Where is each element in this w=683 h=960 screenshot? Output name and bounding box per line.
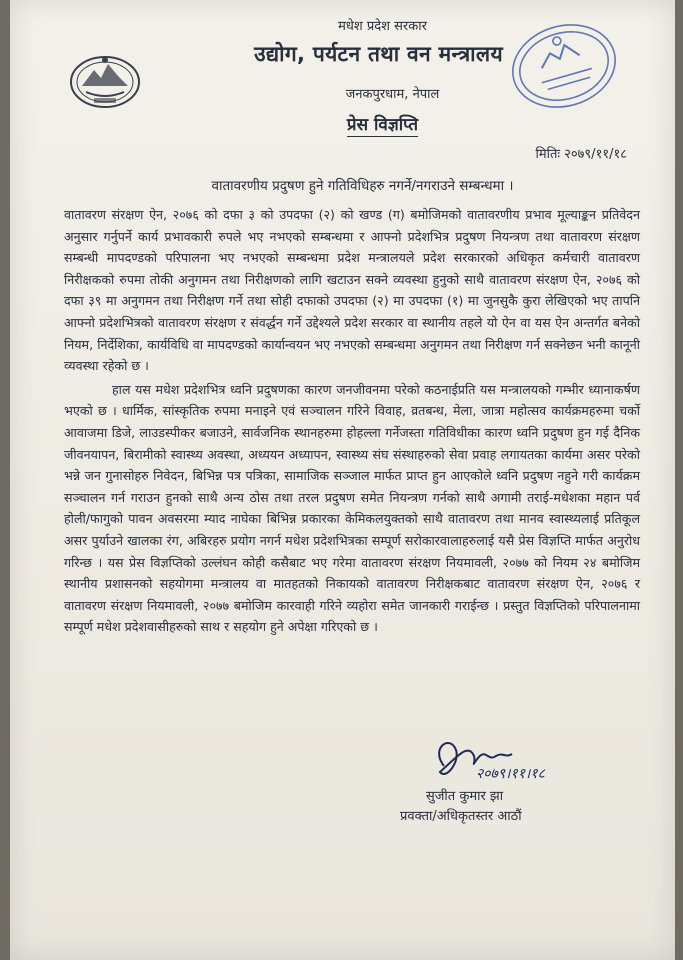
signer-title: प्रवक्ता/अधिकृतस्तर आठौं bbox=[400, 809, 522, 824]
signer-name: सुजीत कुमार झा bbox=[426, 789, 504, 804]
subject-line bbox=[10, 176, 675, 194]
ministry-location: जनकपुरधाम, नेपाल bbox=[345, 87, 440, 102]
svg-text:२०७९।११।१८: २०७९।११।१८ bbox=[476, 766, 545, 782]
press-release-page bbox=[10, 0, 675, 960]
body-paragraph: हाल यस मधेश प्रदेशभित्र ध्वनि प्रदुषणका कारण जनजीवनमा परेको कठनाईप्रति यस मन्त्रालयको गम्भीर ध्यानाकर्षण भएको छ । धार्मिक, सांस्कृतिक रुपमा मनाइने एवं सञ्चालन गरिने विवाह, व्रतबन्ध, मेला, जात्रा महोत्सव कार्यक्रमहरुमा चर्को आवाजमा डिजे, लाउडस्पीकर बजाउने, सार्वजनिक स्थानहरुमा होहल्ला गर्नेजस्ता गतिविधीका कारण ध्वनि प्रदुषण हुन गई दैनिक जीवनयापन, बिरामीको स्वास्थ्य अवस्था, अध्ययन अध्यापन, स्वास्थ्य संघ संस्थाहरुको सेवा प्रवाह लगायतका कार्यमा असर परेको भन्ने जन गुनासोहरु निवेदन, बिभिन्न पत्र पत्रिका, सामाजिक सञ्जाल मार्फत प्राप्त हुन आएकोले ध्वनि प्रदुषण नहुने गरी कार्यक्रम सञ्चालन गर्न गराउन हुनको साथै अन्य ठोस तथा तरल प्रदुषण समेत नियन्त्रण गर्नको साथै अगामी तराई-मधेशका महान पर्व होली/फागुको पावन अवसरमा म्याद नाघेका बिभिन्न प्रकारका केमिकलयुक्तको साथै वातावरण तथा मानव स्वास्थ्यलाई प्रतिकूल असर पुर्याउने खालका रंग, अबिरहरु प्रयोग नगर्न मधेश प्रदेशभित्रका सम्पूर्ण सरोकारवालाहरुलाई यसै प्रेस विज्ञप्ति मार्फत अनुरोध गरिन्छ । यस प्रेस विज्ञप्तिको उल्लंघन कोही कसैबाट भए गरेमा वातावरण संरक्षण नियमावली, २०७७ को नियम २४ बमोजिम स्थानीय प्रशासनको सहयोगमा मन्त्रालय वा मातहतको निकायको वातावरण निरीक्षकबाट वातावरण संरक्षण ऐन, २०७६ र वातावरण संरक्षण नियमावली, २०७७ बमोजिम कारवाही गरिने व्यहोरा समेत जानकारी गराईन्छ । प्रस्तुत विज्ञप्तिको परिपालनामा सम्पूर्ण मधेश प्रदेशवासीहरुको साथ र सहयोग हुने अपेक्षा गरिएको छ । bbox=[64, 381, 641, 635]
document-type-heading bbox=[50, 112, 683, 135]
ministry-name: उद्योग, पर्यटन तथा वन मन्त्रालय bbox=[254, 42, 503, 66]
subject-text: वातावरणीय प्रदुषण हुने गतिविधिहरु नगर्ने/नगराउने सम्बन्धमा । bbox=[211, 178, 514, 194]
press-release-label: प्रेस विज्ञप्ति bbox=[346, 115, 419, 135]
government-name: मधेश प्रदेश सरकार bbox=[338, 19, 427, 34]
body-text bbox=[64, 204, 640, 640]
issue-date: मितिः २०७९/११/१८ bbox=[535, 147, 627, 162]
body-paragraph: वातावरण संरक्षण ऐन, २०७६ को दफा ३ को उपदफा (२) को खण्ड (ग) बमोजिमको वातावरणीय प्रभाव मूल्याङ्कन प्रतिवेदन अनुसार गर्नुपर्ने कार्य प्रभावकारी रुपले भए नभएको सम्बन्धमा र आफ्नो प्रदेशभित्र प्रदुषण नियन्त्रण तथा वातावरण संरक्षण सम्बन्धी मापदण्डको परिपालना भए नभएको सम्बन्धमा प्रदेश मन्त्रालयले प्रदेश सरकारको अधिकृत कर्मचारी वातावरण निरीक्षकको रुपमा तोकी अनुगमन तथा निरीक्षणको लागि खटाउन सक्ने व्यवस्था हुनुको साथै वातावरण संरक्षण ऐन, २०७६ को दफा ३९ मा अनुगमन तथा निरीक्षण गर्ने तथा सोही दफाको उपदफा (२) मा उपदफा (१) मा जुनसुकै कुरा लेखिएको भए तापनि आफ्नो प्रदेशभित्रको वातावरण संरक्षण र संवर्द्धन गर्ने उद्देश्यले प्रदेश सरकार वा स्थानीय तहले यो ऐन वा यस ऐन अन्तर्गत बनेको नियम, निर्देशिका, कार्यविधि वा मापदण्डको कार्यान्वयन भए नभएको सम्बन्धमा अनुगमन तथा निरीक्षण गर्न सक्नेछन भनी कानूनी व्यवस्था रहेको छ । bbox=[64, 207, 640, 374]
